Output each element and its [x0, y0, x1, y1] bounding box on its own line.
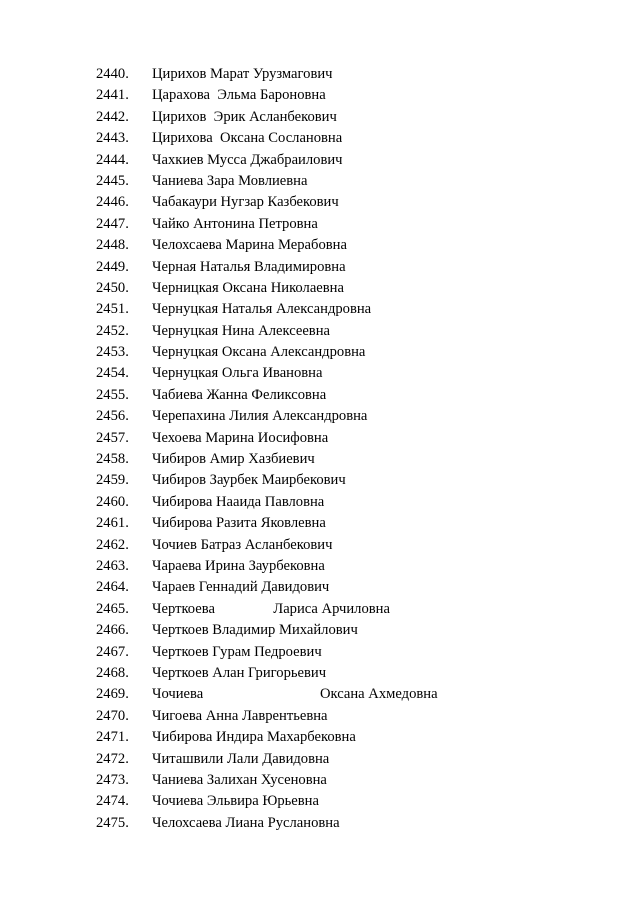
entry-number: 2467. [96, 643, 129, 660]
list-item [0, 791, 640, 812]
entry-number: 2455. [96, 386, 129, 403]
entry-name: Чараева Ирина Заурбековна [152, 557, 325, 574]
entry-name: Цирихова Оксана Сослановна [152, 130, 343, 147]
list-item [0, 385, 640, 406]
list-item [0, 192, 640, 213]
list-item [0, 214, 640, 235]
entry-name: Чернуцкая Наталья Александровна [152, 301, 372, 318]
entry-name: Чернуцкая Нина Алексеевна [152, 322, 330, 339]
list-item [0, 342, 640, 363]
entry-name: Чараев Геннадий Давидович [152, 579, 330, 596]
entry-number: 2457. [96, 429, 129, 446]
entry-number: 2473. [96, 771, 129, 788]
entry-name: Чибиров Амир Хазбиевич [152, 451, 315, 468]
list-item [0, 684, 640, 705]
list-item [0, 706, 640, 727]
entry-name: Чайко Антонина Петровна [152, 215, 318, 232]
entry-name: Царахова Эльма Бароновна [152, 87, 326, 104]
entry-number: 2454. [96, 365, 129, 382]
entry-number: 2472. [96, 750, 129, 767]
entry-number: 2448. [96, 237, 129, 254]
entry-number: 2444. [96, 151, 129, 168]
entry-name: Черная Наталья Владимировна [152, 258, 346, 275]
list-item [0, 321, 640, 342]
entry-number: 2445. [96, 172, 129, 189]
list-item [0, 599, 640, 620]
entry-name: Цирихов Марат Урузмагович [152, 66, 333, 82]
list-item [0, 107, 640, 128]
entry-number: 2446. [96, 194, 129, 211]
list-item [0, 150, 640, 171]
entry-number: 2468. [96, 664, 129, 681]
entry-number: 2470. [96, 707, 129, 724]
list-item [0, 620, 640, 641]
entry-number: 2465. [96, 600, 129, 617]
entry-name: Черепахина Лилия Александровна [152, 408, 368, 425]
list-item [0, 428, 640, 449]
entry-number: 2463. [96, 557, 129, 574]
entry-number: 2451. [96, 301, 129, 318]
entry-number: 2440. [96, 66, 129, 82]
entry-name: Черткоев Гурам Педроевич [152, 643, 322, 660]
entry-name: Читашвили Лали Давидовна [152, 750, 330, 767]
entry-number: 2462. [96, 536, 129, 553]
list-item [0, 85, 640, 106]
entry-name: Чабакаури Нугзар Казбекович [152, 194, 339, 211]
entry-number: 2469. [96, 686, 129, 703]
entry-name: Чибирова Нааида Павловна [152, 493, 325, 510]
list-item [0, 171, 640, 192]
list-item [0, 535, 640, 556]
entry-number: 2475. [96, 814, 129, 831]
entry-name: Чибирова Индира Махарбековна [152, 729, 356, 746]
entry-number: 2449. [96, 258, 129, 275]
list-item [0, 749, 640, 770]
list-item [0, 406, 640, 427]
entry-name: Черткоев Алан Григорьевич [152, 664, 327, 681]
list-item [0, 449, 640, 470]
entry-number: 2441. [96, 87, 129, 104]
entry-number: 2464. [96, 579, 129, 596]
list-item [0, 577, 640, 598]
entry-number: 2458. [96, 451, 129, 468]
entry-name: Чибирова Разита Яковлевна [152, 515, 326, 532]
name-list [0, 64, 640, 834]
list-item [0, 128, 640, 149]
list-item [0, 813, 640, 834]
entry-name: Чехоева Марина Иосифовна [152, 429, 329, 446]
entry-name: Чернуцкая Ольга Ивановна [152, 365, 323, 382]
entry-number: 2452. [96, 322, 129, 339]
list-item [0, 727, 640, 748]
list-item [0, 470, 640, 491]
entry-number: 2447. [96, 215, 129, 232]
list-item [0, 642, 640, 663]
list-item [0, 235, 640, 256]
entry-number: 2453. [96, 344, 129, 361]
entry-number: 2442. [96, 108, 129, 125]
list-item [0, 278, 640, 299]
entry-number: 2466. [96, 622, 129, 639]
entry-name: Чабиева Жанна Феликсовна [152, 386, 327, 403]
entry-name: Черткоева Лариса Арчиловна [152, 600, 390, 617]
entry-name: Чочиева Оксана Ахмедовна [152, 686, 438, 703]
entry-name: Чигоева Анна Лаврентьевна [152, 707, 328, 724]
list-item [0, 770, 640, 791]
entry-name: Цирихов Эрик Асланбекович [152, 108, 337, 125]
list-item [0, 663, 640, 684]
list-item [0, 513, 640, 534]
entry-number: 2450. [96, 279, 129, 296]
list-item [0, 257, 640, 278]
list-item [0, 299, 640, 320]
list-item [0, 556, 640, 577]
entry-name: Чахкиев Мусса Джабраилович [152, 151, 343, 168]
entry-number: 2459. [96, 472, 129, 489]
entry-name: Чибиров Заурбек Маирбекович [152, 472, 346, 489]
entry-number: 2461. [96, 515, 129, 532]
list-item [0, 363, 640, 384]
entry-number: 2471. [96, 729, 129, 746]
entry-number: 2474. [96, 793, 129, 810]
entry-number: 2456. [96, 408, 129, 425]
entry-name: Чочиев Батраз Асланбекович [152, 536, 333, 553]
entry-name: Чаниева Зара Мовлиевна [152, 172, 308, 189]
list-item [0, 492, 640, 513]
entry-name: Черницкая Оксана Николаевна [152, 279, 344, 296]
entry-name: Чаниева Залихан Хусеновна [152, 771, 327, 788]
entry-name: Черткоев Владимир Михайлович [152, 622, 358, 639]
entry-name: Чернуцкая Оксана Александровна [152, 344, 366, 361]
entry-name: Чочиева Эльвира Юрьевна [152, 793, 319, 810]
entry-name: Челохсаева Марина Мерабовна [152, 237, 347, 254]
entry-number: 2460. [96, 493, 129, 510]
list-item [0, 64, 640, 85]
entry-name: Челохсаева Лиана Руслановна [152, 814, 340, 831]
entry-number: 2443. [96, 130, 129, 147]
